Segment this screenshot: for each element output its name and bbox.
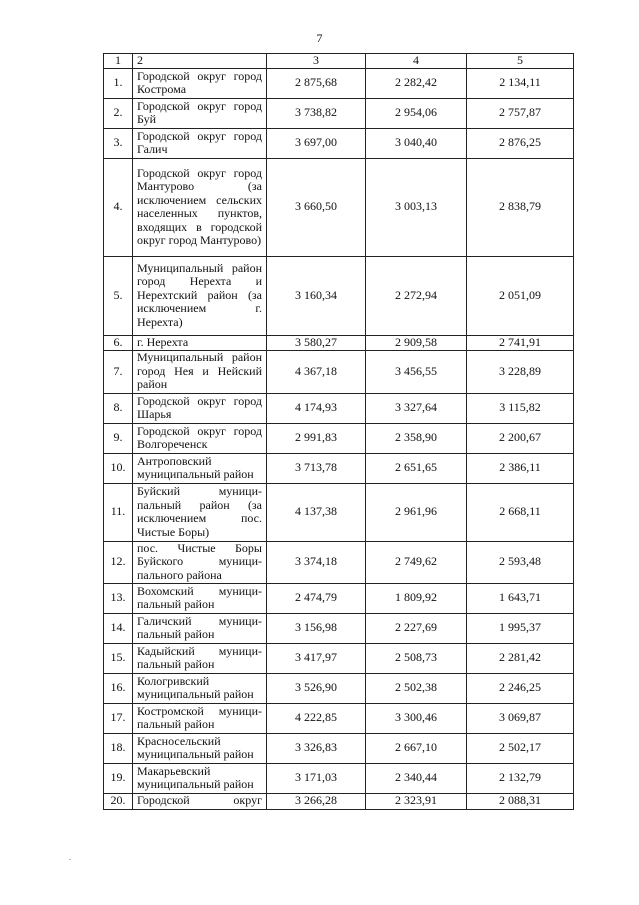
table-row <box>104 583 574 613</box>
value-col-3: 4 222,85 <box>267 703 366 733</box>
value-col-5: 2 876,25 <box>467 128 574 158</box>
municipality-name: Муниципальный район город Нея и Нейский район <box>133 350 267 393</box>
table-row <box>104 393 574 423</box>
row-number: 1. <box>104 68 133 98</box>
row-number: 17. <box>104 703 133 733</box>
value-col-5: 2 502,17 <box>467 733 574 763</box>
value-col-4: 2 651,65 <box>366 453 467 483</box>
header-cell-4: 4 <box>366 54 467 69</box>
value-col-3: 3 417,97 <box>267 643 366 673</box>
value-col-4: 2 961,96 <box>366 483 467 541</box>
value-col-3: 3 171,03 <box>267 763 366 793</box>
table-row <box>104 673 574 703</box>
header-cell-2: 2 <box>133 54 267 69</box>
row-number: 10. <box>104 453 133 483</box>
value-col-4: 2 954,06 <box>366 98 467 128</box>
table-row <box>104 423 574 453</box>
value-col-3: 3 526,90 <box>267 673 366 703</box>
row-number: 20. <box>104 793 133 809</box>
municipality-name: Городской округ город Мантурово (за исключением сельских населенных пунктов, входящих в городской округ город Мантурово) <box>133 158 267 256</box>
table-row <box>104 335 574 350</box>
value-col-5: 2 246,25 <box>467 673 574 703</box>
value-col-3: 4 367,18 <box>267 350 366 393</box>
row-number: 7. <box>104 350 133 393</box>
row-number: 6. <box>104 335 133 350</box>
table-row <box>104 793 574 809</box>
municipality-name: Городской округ город Кострома <box>133 68 267 98</box>
municipality-name: Муниципальный район город Нерехта и Нерехтский район (за исключением г. Нерехта) <box>133 256 267 335</box>
row-number: 13. <box>104 583 133 613</box>
value-col-3: 3 156,98 <box>267 613 366 643</box>
value-col-4: 2 323,91 <box>366 793 467 809</box>
value-col-4: 2 358,90 <box>366 423 467 453</box>
value-col-4: 2 508,73 <box>366 643 467 673</box>
table-row <box>104 613 574 643</box>
header-cell-1: 1 <box>104 54 133 69</box>
header-cell-3: 3 <box>267 54 366 69</box>
table-row <box>104 453 574 483</box>
municipality-name: Буйский муници-пальный район (за исключением пос. Чистые Боры) <box>133 483 267 541</box>
municipality-name: Красносельский муниципальный район <box>133 733 267 763</box>
data-table <box>103 53 574 810</box>
municipality-name: Галичский муници-пальный район <box>133 613 267 643</box>
value-col-5: 2 757,87 <box>467 98 574 128</box>
table-row <box>104 158 574 256</box>
table-row <box>104 350 574 393</box>
value-col-5: 1 995,37 <box>467 613 574 643</box>
value-col-4: 1 809,92 <box>366 583 467 613</box>
value-col-5: 2 593,48 <box>467 541 574 583</box>
row-number: 12. <box>104 541 133 583</box>
value-col-4: 3 040,40 <box>366 128 467 158</box>
value-col-4: 3 327,64 <box>366 393 467 423</box>
value-col-3: 3 697,00 <box>267 128 366 158</box>
value-col-4: 2 749,62 <box>366 541 467 583</box>
value-col-3: 3 660,50 <box>267 158 366 256</box>
value-col-3: 3 738,82 <box>267 98 366 128</box>
municipality-name: Городской округ город Шарья <box>133 393 267 423</box>
row-number: 2. <box>104 98 133 128</box>
value-col-4: 2 667,10 <box>366 733 467 763</box>
value-col-5: 3 228,89 <box>467 350 574 393</box>
value-col-4: 2 272,94 <box>366 256 467 335</box>
value-col-3: 3 326,83 <box>267 733 366 763</box>
municipality-name: Городской округ город Галич <box>133 128 267 158</box>
municipality-name: Вохомский муници-пальный район <box>133 583 267 613</box>
value-col-5: 2 281,42 <box>467 643 574 673</box>
value-col-5: 1 643,71 <box>467 583 574 613</box>
row-number: 11. <box>104 483 133 541</box>
row-number: 14. <box>104 613 133 643</box>
row-number: 19. <box>104 763 133 793</box>
row-number: 9. <box>104 423 133 453</box>
table-row <box>104 68 574 98</box>
table-row <box>104 643 574 673</box>
value-col-5: 2 134,11 <box>467 68 574 98</box>
municipality-name: Городской округ город Волгореченск <box>133 423 267 453</box>
municipality-name: Кадыйский муници-пальный район <box>133 643 267 673</box>
value-col-3: 2 875,68 <box>267 68 366 98</box>
value-col-4: 2 340,44 <box>366 763 467 793</box>
page-number: 7 <box>316 31 323 45</box>
municipality-name: Костромской муници-пальный район <box>133 703 267 733</box>
value-col-4: 3 456,55 <box>366 350 467 393</box>
table-row <box>104 763 574 793</box>
value-col-4: 2 502,38 <box>366 673 467 703</box>
value-col-3: 3 713,78 <box>267 453 366 483</box>
value-col-3: 3 160,34 <box>267 256 366 335</box>
value-col-5: 2 668,11 <box>467 483 574 541</box>
municipality-name: пос. Чистые Боры Буйского муници-пального района <box>133 541 267 583</box>
table-row <box>104 733 574 763</box>
value-col-5: 2 051,09 <box>467 256 574 335</box>
row-number: 8. <box>104 393 133 423</box>
municipality-name: Антроповский муниципальный район <box>133 453 267 483</box>
value-col-3: 2 991,83 <box>267 423 366 453</box>
value-col-4: 2 909,58 <box>366 335 467 350</box>
value-col-5: 2 386,11 <box>467 453 574 483</box>
table-header-row <box>104 54 574 69</box>
municipality-name: Макарьевский муниципальный район <box>133 763 267 793</box>
row-number: 5. <box>104 256 133 335</box>
table-row <box>104 256 574 335</box>
municipality-name: г. Нерехта <box>133 335 267 350</box>
value-col-4: 3 300,46 <box>366 703 467 733</box>
table-row <box>104 98 574 128</box>
value-col-4: 2 282,42 <box>366 68 467 98</box>
table-row <box>104 483 574 541</box>
table-row <box>104 128 574 158</box>
value-col-3: 4 174,93 <box>267 393 366 423</box>
value-col-4: 2 227,69 <box>366 613 467 643</box>
row-number: 16. <box>104 673 133 703</box>
value-col-3: 2 474,79 <box>267 583 366 613</box>
value-col-5: 2 200,67 <box>467 423 574 453</box>
table-row <box>104 703 574 733</box>
value-col-5: 2 838,79 <box>467 158 574 256</box>
value-col-5: 2 741,91 <box>467 335 574 350</box>
municipality-name: Кологривский муниципальный район <box>133 673 267 703</box>
row-number: 18. <box>104 733 133 763</box>
value-col-5: 3 115,82 <box>467 393 574 423</box>
value-col-3: 3 266,28 <box>267 793 366 809</box>
municipality-name: Городской округ город Буй <box>133 98 267 128</box>
municipality-name: Городской округ <box>133 793 267 809</box>
value-col-5: 3 069,87 <box>467 703 574 733</box>
table-row <box>104 541 574 583</box>
row-number: 15. <box>104 643 133 673</box>
value-col-5: 2 132,79 <box>467 763 574 793</box>
header-cell-5: 5 <box>467 54 574 69</box>
value-col-4: 3 003,13 <box>366 158 467 256</box>
value-col-3: 3 374,18 <box>267 541 366 583</box>
scan-speck <box>69 859 71 860</box>
value-col-3: 4 137,38 <box>267 483 366 541</box>
value-col-5: 2 088,31 <box>467 793 574 809</box>
row-number: 4. <box>104 158 133 256</box>
row-number: 3. <box>104 128 133 158</box>
value-col-3: 3 580,27 <box>267 335 366 350</box>
